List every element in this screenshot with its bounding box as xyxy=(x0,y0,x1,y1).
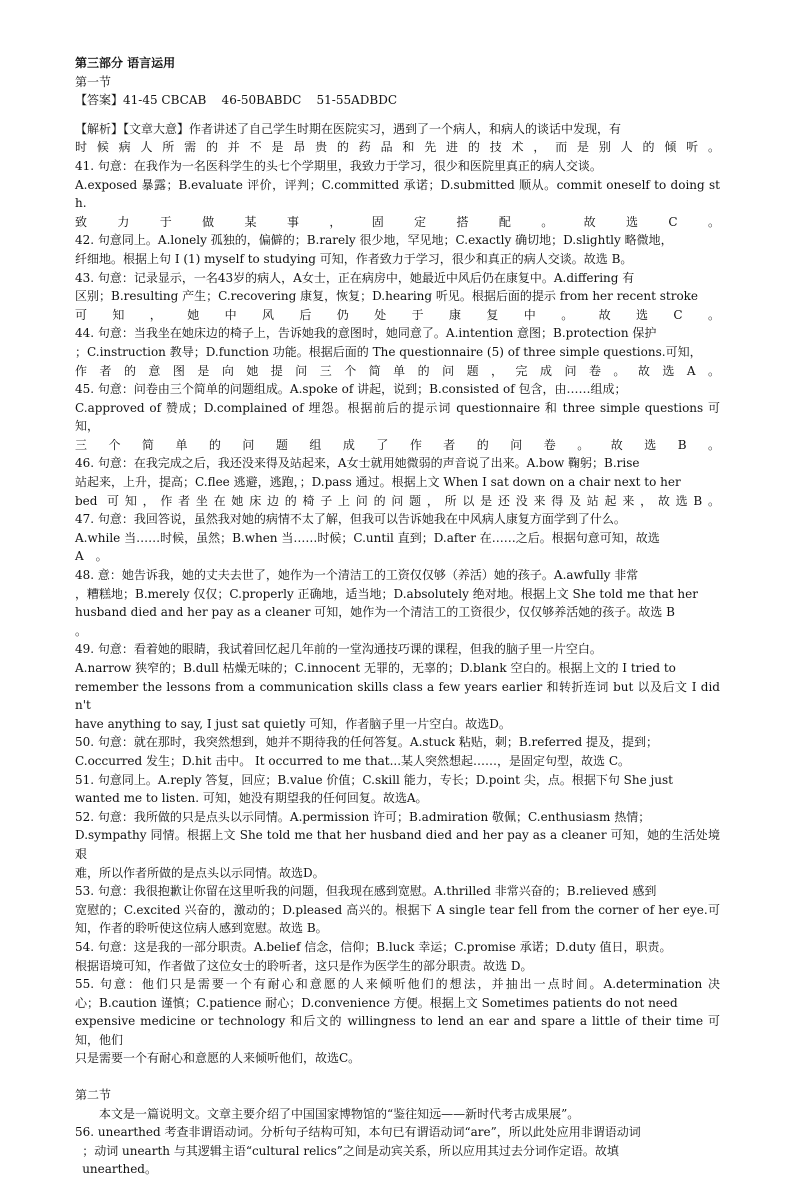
analysis-line: 纤细地。根据上句 I (1) myself to studying 可知，作者致力于学习，很少和真正的病人交谈。故选 B。 xyxy=(75,251,633,266)
analysis-line: 41. 句意：在我作为一名医科学生的头七个学期里，我致力于学习，很少和医院里真正的病人交谈。 xyxy=(75,158,602,173)
analysis-line: ，糟糕地；B.merely 仅仅；C.properly 正确地，适当地；D.absolutely 绝对地。根据上文 She told me that her xyxy=(75,586,698,601)
analysis-line: 致力于做某事，固定搭配。故选C。 xyxy=(75,214,720,229)
analysis-line: 48. 意：她告诉我，她的丈夫去世了，她作为一个清洁工的工资仅仅够（养活）她的孩子。A.awfully 非常 xyxy=(75,568,639,583)
analysis-line: 知，作者的聆听使这位病人感到宽慰。故选 B。 xyxy=(75,921,328,936)
part2-intro: 本文是一篇说明文。文章主要介绍了中国国家博物馆的“鉴往知远——新时代考古成果展”。 xyxy=(99,1106,580,1121)
analysis-line: A 。 xyxy=(75,549,108,564)
analysis-line: 46. 句意：在我完成之后，我还没来得及站起来，A女士就用她微弱的声音说了出来。A.bow 鞠躬；B.rise xyxy=(75,456,640,471)
analysis-line: 心；B.caution 谨慎；C.patience 耐心；D.convenience 方便。根据上文 Sometimes patients do not need xyxy=(75,995,678,1010)
analysis-line: have anything to say, I just sat quietly 可知，作者脑子里一片空白。故选D。 xyxy=(75,716,511,731)
analysis-line: 宽慰的；C.excited 兴奋的，激动的；D.pleased 高兴的。根据下 A single tear fell from the corner of her eye.可 xyxy=(75,902,720,917)
analysis-line: 44. 句意：当我坐在她床边的椅子上，告诉她我的意图时，她同意了。A.intention 意图；B.protection 保护 xyxy=(75,326,657,341)
analysis-line: A.narrow 狭窄的；B.dull 枯燥无味的；C.innocent 无罪的，无辜的；D.blank 空白的。根据上文的 I tried to xyxy=(75,661,676,675)
analysis-line: A.while 当……时候，虽然；B.when 当……时候；C.until 直到；D.after 在……之后。根据句意可知，故选 xyxy=(75,530,660,545)
q56-line: 56. unearthed 考查非谓语动词。分析句子结构可知，本句已有谓语动词“are”，所以此处应用非谓语动词 xyxy=(75,1125,641,1140)
part1-heading: 第一节 xyxy=(75,74,112,89)
analysis-line: 时候病人所需的并不是昂贵的药品和先进的技术，而是别人的倾听。 xyxy=(75,140,720,155)
analysis-line: bed 可知，作者坐在她床边的椅子上问的问题，所以是还没来得及站起来，故选B。 xyxy=(75,493,720,508)
analysis-block xyxy=(75,120,720,1068)
analysis-line: husband died and her pay as a cleaner 可知，她作为一个清洁工的工资很少，仅仅够养活她的孩子。故选 B xyxy=(75,605,675,620)
analysis-line: 【解析】【文章大意】作者讲述了自己学生时期在医院实习，遇到了一个病人，和病人的谈话中发现，有 xyxy=(75,121,622,136)
analysis-line: 43. 句意：记录显示，一名43岁的病人，A女士，正在病房中，她最近中风后仍在康复中。A.differing 有 xyxy=(75,270,635,285)
analysis-line: ；C.instruction 教导；D.function 功能。根据后面的 The questionnaire (5) of three simple questions.可知， xyxy=(75,344,702,359)
document-page xyxy=(75,54,720,1179)
analysis-line: expensive medicine or technology 和后文的 willingness to lend an ear and spare a little of their time 可知，他们 xyxy=(75,1014,720,1047)
section-title: 第三部分 语言运用 xyxy=(75,56,176,70)
analysis-line: C.approved of 赞成；D.complained of 埋怨。根据前后的提示词 questionnaire 和 three simple questions 可知， xyxy=(75,400,720,434)
analysis-line: 作者的意图是向她提问三个简单的问题，完成问卷。故选A。 xyxy=(75,363,720,378)
analysis-line: 站起来，上升，提高；C.flee 逃避，逃跑，；D.pass 通过。根据上文 When I sat down on a chair next to her xyxy=(75,475,681,490)
analysis-line: 难，所以作者所做的是点头以示同情。故选D。 xyxy=(75,865,325,880)
q56-line: ；动词 unearth 与其逻辑主语“cultural relics”之间是动宾关系，所以应用其过去分词作定语。故填 xyxy=(82,1143,619,1158)
q56-line: unearthed。 xyxy=(82,1162,157,1177)
analysis-line: 47. 句意：我回答说，虽然我对她的病情不太了解，但我可以告诉她我在中风病人康复方面学到了什么。 xyxy=(75,512,626,527)
analysis-line: 区别；B.resulting 产生；C.recovering 康复，恢复；D.hearing 听见。根据后面的提示 from her recent stroke xyxy=(75,289,699,304)
analysis-line: 52. 句意：我所做的只是点头以示同情。A.permission 许可；B.admiration 敬佩；C.enthusiasm 热情； xyxy=(75,809,651,824)
analysis-line: 可知，她中风后仍处于康复中。故选C。 xyxy=(75,307,720,322)
q56-block xyxy=(75,1123,720,1179)
analysis-line: 三个简单的问题组成了作者的问卷。故选B。 xyxy=(75,437,720,452)
analysis-line: 根据语境可知，作者做了这位女士的聆听者，这只是作为医学生的部分职责。故选 D。 xyxy=(75,958,533,973)
part2-heading: 第二节 xyxy=(75,1088,112,1103)
analysis-line: D.sympathy 同情。根据上文 She told me that her husband died and her pay as a cleaner 可知，她的生活处境艰 xyxy=(75,828,720,861)
analysis-line: 53. 句意：我很抱歉让你留在这里听我的问题，但我现在感到宽慰。A.thrilled 非常兴奋的；B.relieved 感到 xyxy=(75,884,657,899)
analysis-line: 42. 句意同上。A.lonely 孤独的，偏僻的；B.rarely 很少地，罕见地；C.exactly 确切地；D.slightly 略微地， xyxy=(75,233,673,248)
analysis-line: remember the lessons from a communication skills class a few years earlier 和转折连词 but 以及后文 I didn't xyxy=(75,679,720,713)
analysis-line: 。 xyxy=(75,623,88,638)
analysis-line: A.exposed 暴露；B.evaluate 评价，评判；C.committed 承诺；D.submitted 顺从。commit oneself to doing sth. xyxy=(75,177,720,211)
analysis-line: 51. 句意同上。A.reply 答复，回应；B.value 价值；C.skill 能力，专长；D.point 尖，点。根据下句 She just xyxy=(75,772,673,787)
analysis-line: 54. 句意：这是我的一部分职责。A.belief 信念，信仰；B.luck 幸运；C.promise 承诺；D.duty 值日，职责。 xyxy=(75,939,672,954)
answer-key: 【答案】41-45 CBCAB 46-50BABDC 51-55ADBDC xyxy=(75,93,398,108)
analysis-line: 55. 句意：他们只是需要一个有耐心和意愿的人来倾听他们的想法，并抽出一点时间。A.determination 决 xyxy=(75,977,720,992)
analysis-line: 45. 句意：问卷由三个简单的问题组成。A.spoke of 讲起，说到；B.consisted of 包含，由……组成； xyxy=(75,382,627,397)
analysis-line: 49. 句意：看着她的眼睛，我试着回忆起几年前的一堂沟通技巧课的课程，但我的脑子里一片空白。 xyxy=(75,642,602,657)
analysis-line: 50. 句意：就在那时，我突然想到，她并不期待我的任何答复。A.stuck 粘贴，刺；B.referred 提及，提到； xyxy=(75,735,658,750)
analysis-line: wanted me to listen. 可知，她没有期望我的任何回复。故选A。 xyxy=(75,791,428,806)
analysis-line: C.occurred 发生；D.hit 击中。 It occurred to me that...某人突然想起……，是固定句型，故选 C。 xyxy=(75,753,631,768)
analysis-line: 只是需要一个有耐心和意愿的人来倾听他们，故选C。 xyxy=(75,1051,361,1066)
